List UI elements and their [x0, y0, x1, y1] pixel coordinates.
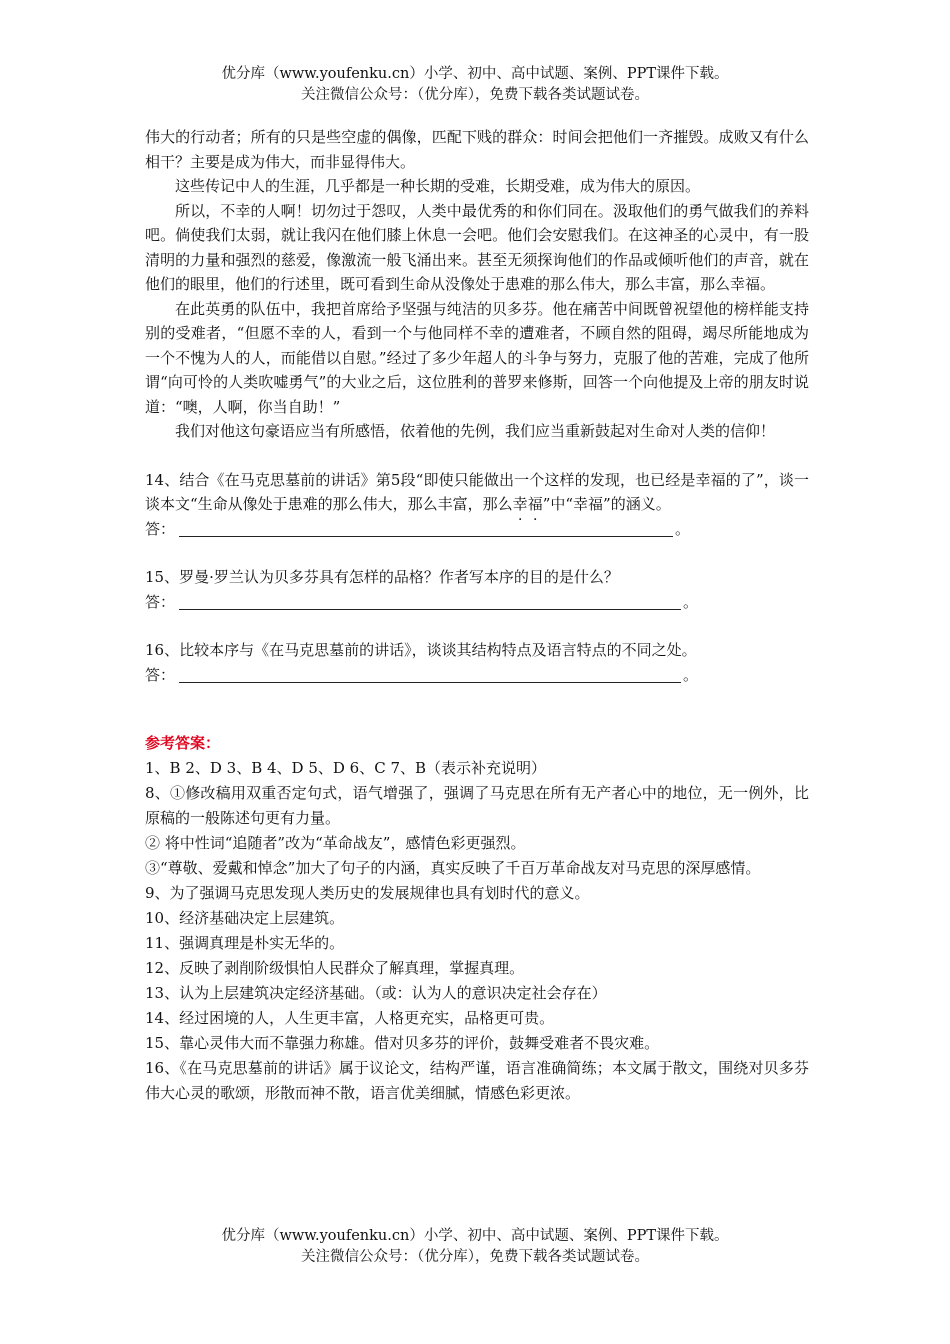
answer-key-title: 参考答案：: [145, 734, 221, 752]
answer-item: 13、认为上层建筑决定经济基础。（或：认为人的意识决定社会存在）: [145, 983, 607, 1002]
header-line-2: 关注微信公众号：（优分库），免费下载各类试题试卷。: [301, 87, 649, 103]
answer-period: 。: [683, 592, 699, 611]
footer-line-1: 优分库（www.youfenku.cn）小学、初中、高中试题、案例、PPT课件下载。: [221, 1228, 729, 1244]
emphasis-char: 福: [527, 495, 543, 513]
answer-blank[interactable]: [179, 664, 681, 683]
answer-item: 16、《在马克思墓前的讲话》属于议论文，结构严谨，语言准确简练；本文属于散文，围绕对贝多芬伟大心灵的歌颂，形散而神不散，语言优美细腻，情感色彩更浓。: [145, 1058, 809, 1102]
passage-paragraph-4: 在此英勇的队伍中，我把首席给予坚强与纯洁的贝多芬。他在痛苦中间既曾祝望他的榜样能支持别的受难者，“但愿不幸的人，看到一个与他同样不幸的遭难者，不顾自然的阻碍，竭尽所能地成为一个不愧为人的人，而能借以自慰。”经过了多少年超人的斗争与努力，克服了他的苦难，完成了他所谓“向可怜的人类吹嘘勇气”的大业之后，这位胜利的普罗来修斯，回答一个向他提及上帝的朋友时说道：“噢，人啊，你当自助！”: [145, 299, 809, 416]
answer-field-16[interactable]: [145, 663, 809, 688]
answer-key: [145, 756, 809, 1106]
passage-paragraph-5: 我们对他这句豪语应当有所感悟，依着他的先例，我们应当重新鼓起对生命对人类的信仰！: [175, 422, 776, 440]
passage-paragraph-3: 所以，不幸的人啊！切勿过于怨叹，人类中最优秀的和你们同在。汲取他们的勇气做我们的养料吧。倘使我们太弱，就让我闪在他们膝上休息一会吧。他们会安慰我们。在这神圣的心灵中，有一股清明的力量和强烈的慈爱，像激流一般飞涌出来。甚至无须探询他们的作品或倾听他们的声音，就在他们的眼里，他们的行述里，既可看到生命从没像处于患难的那么伟大，那么丰富，那么幸福。: [145, 201, 809, 293]
emphasis-char: 幸: [512, 495, 528, 513]
passage: [145, 125, 809, 444]
answer-item: 9、为了强调马克思发现人类历史的发展规律也具有划时代的意义。: [145, 883, 590, 902]
answer-field-15[interactable]: [145, 590, 809, 615]
answer-label: 答：: [145, 592, 176, 611]
answer-field-14[interactable]: [145, 517, 809, 542]
answer-label: 答：: [145, 665, 176, 684]
answer-period: 。: [675, 519, 691, 538]
answer-item: 10、经济基础决定上层建筑。: [145, 908, 345, 927]
footer-line-2: 关注微信公众号：（优分库），免费下载各类试题试卷。: [301, 1249, 649, 1265]
question-14: [145, 468, 809, 542]
document-body: [145, 125, 809, 1106]
answer-item: 14、经过困境的人，人生更丰富，人格更充实，品格更可贵。: [145, 1008, 555, 1027]
page-header: [0, 64, 950, 106]
question-14-text: 14、结合《在马克思墓前的讲话》第5段“即使只能做出一个这样的发现，也已经是幸福的了”，谈一谈本文“生命从像处于患难的那么伟大，那么丰富，那么幸福”中“幸福”的涵义。: [145, 470, 809, 513]
answer-label: 答：: [145, 519, 176, 538]
answer-item: 12、反映了剥削阶级惧怕人民群众了解真理，掌握真理。: [145, 958, 525, 977]
question-16-text: 16、比较本序与《在马克思墓前的讲话》，谈谈其结构特点及语言特点的不同之处。: [145, 641, 697, 659]
question-15: [145, 565, 809, 614]
answer-item: 8、①修改稿用双重否定句式，语气增强了，强调了马克思在所有无产者心中的地位，无一例外，比原稿的一般陈述句更有力量。: [145, 783, 809, 827]
answer-item: ③“尊敬、爱戴和悼念”加大了句子的内涵，真实反映了千百万革命战友对马克思的深厚感情。: [145, 858, 761, 877]
answer-blank[interactable]: [179, 518, 673, 537]
question-15-text: 15、罗曼·罗兰认为贝多芬具有怎样的品格？作者写本序的目的是什么？: [145, 568, 619, 586]
passage-paragraph-2: 这些传记中人的生涯，几乎都是一种长期的受难，长期受难，成为伟大的原因。: [175, 177, 701, 195]
answer-blank[interactable]: [179, 591, 681, 610]
page-footer: [0, 1226, 950, 1268]
answer-item: ② 将中性词“追随者”改为“革命战友”，感情色彩更强烈。: [145, 833, 526, 852]
answer-item: 1、B 2、D 3、B 4、D 5、D 6、C 7、B（表示补充说明）: [145, 758, 547, 777]
answer-item: 11、强调真理是朴实无华的。: [145, 933, 345, 952]
question-16: [145, 638, 809, 687]
answer-item: 15、靠心灵伟大而不靠强力称雄。借对贝多芬的评价，鼓舞受难者不畏灾难。: [145, 1033, 660, 1052]
passage-paragraph-1: 伟大的行动者；所有的只是些空虚的偶像，匹配下贱的群众：时间会把他们一齐摧毁。成败又有什么相干？主要是成为伟大，而非显得伟大。: [145, 128, 809, 171]
header-line-1: 优分库（www.youfenku.cn）小学、初中、高中试题、案例、PPT课件下载。: [221, 66, 729, 82]
answer-period: 。: [683, 665, 699, 684]
